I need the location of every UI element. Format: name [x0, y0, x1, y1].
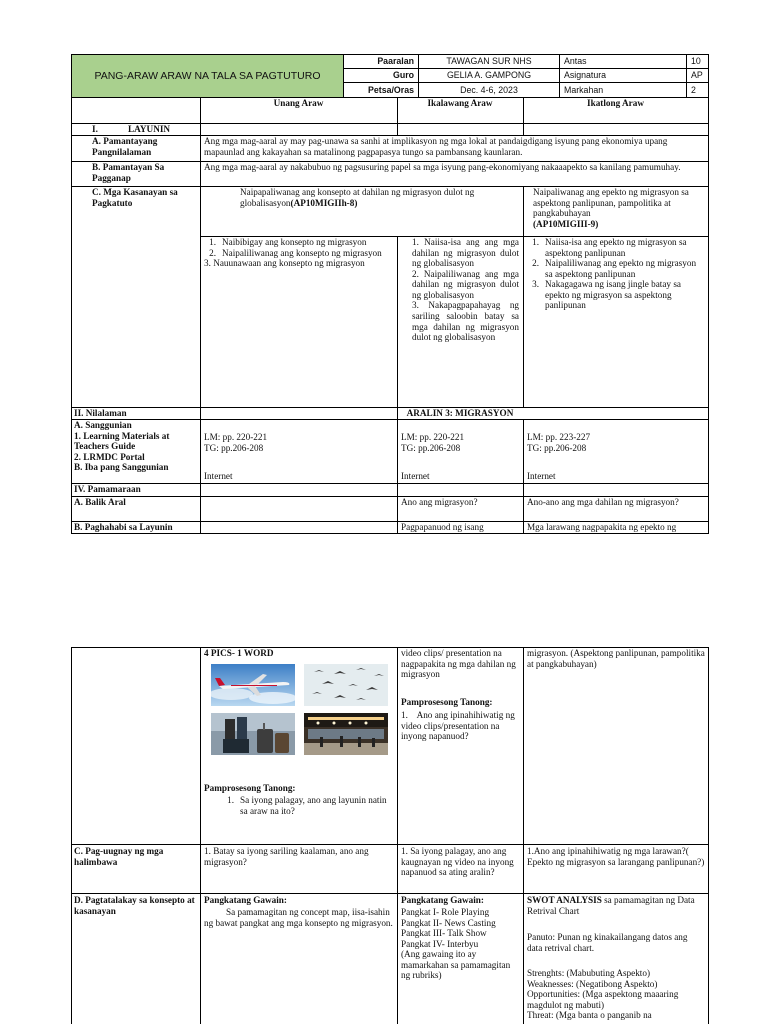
header-label-petsa	[343, 82, 419, 98]
airplane-photo	[211, 664, 295, 706]
list-item-text: Naibibigay ang konsepto ng migrasyon	[222, 237, 367, 247]
iba-sanggunian-day2: Internet	[401, 471, 430, 481]
kasanayan-day3	[533, 187, 705, 229]
header-label-paaralan	[343, 54, 419, 69]
swot-panuto: Panuto: Punan ng kinakailangang datos ang data retrival chart.	[527, 932, 688, 953]
day-header-2: Ikalawang Araw	[427, 98, 493, 108]
list-item-text: Nakapagpapahayag ng sariling saloobin batay sa mga dahilan ng migrasyon dulot ng globalisasyon	[412, 300, 520, 343]
value-text: GELIA A. GAMPONG	[446, 70, 532, 81]
pangkatang-gawain-day1-text: Sa pamamagitan ng concept map, iisa-isahin ng bawat pangkat ang mga konsepto ng migrasyon.	[204, 907, 393, 928]
kasanayan-day3-code: (AP10MIGIII-9)	[533, 218, 599, 229]
value-text: AP	[691, 70, 703, 81]
balik-aral-day2: Ano ang migrasyon?	[401, 497, 478, 507]
list-item: 3. Nakagagawa ng isang jingle batay sa epekto ng migrasyon sa aspektong panlipunan	[527, 279, 705, 311]
pag-uugnay-day3: 1.Ano ang ipinahihiwatig ng mga larawan?( Epekto ng migrasyon sa larangang panlipunan?)	[527, 846, 705, 867]
paghahabi-day2: Pagpapanuod ng isang	[401, 522, 484, 532]
list-item: 1. Naiisa-isa ang ang mga dahilan ng migrasyon dulot ng globalisasyon	[412, 237, 520, 269]
pamamaraan-label: IV. Pamamaraan	[74, 484, 141, 494]
swot-title: SWOT ANALYSIS	[527, 895, 602, 905]
swot-lines	[527, 968, 705, 1024]
plan-title-text: PANG-ARAW ARAW NA TALA SA PAGTUTURO	[94, 69, 321, 82]
list-item-text: Nakagagawa ng isang jingle batay sa epekto ng migrasyon sa aspektong panlipunan	[545, 279, 681, 311]
four-pics-title: 4 PICS- 1 WORD	[204, 648, 274, 658]
pag-uugnay-label: C. Pag-uugnay ng mga halimbawa	[74, 846, 164, 867]
list-item: 3. Nakapagpapahayag ng sariling saloobin batay sa mga dahilan ng migrasyon dulot ng globalisasyon	[412, 300, 520, 343]
label-text: Petsa/Oras	[368, 84, 414, 95]
swot-title-rest: sa pamamagitan ng Data Retrival Chart	[527, 895, 695, 916]
list-item-text: Sa iyong palagay, ano ang layunin natin sa araw na ito?	[240, 795, 387, 816]
plan-title	[71, 54, 344, 98]
tanong-1	[204, 795, 394, 816]
value-text: 10	[691, 56, 701, 67]
header-label-markahan	[559, 82, 687, 98]
list-item: 1. Naibibigay ang konsepto ng migrasyon	[204, 237, 394, 248]
kasanayan-day12	[240, 187, 520, 208]
list-item: 2. Naipaliliwanag ang mga dahilan ng migrasyon dulot ng globalisasyon	[412, 268, 519, 300]
list-item-text: Naipaliliwanag ang mga dahilan ng migrasyon dulot ng globalisasyon	[412, 268, 519, 300]
list-item: 1. Sa iyong palagay, ano ang layunin natin sa araw na ito?	[204, 795, 394, 816]
day2-continuation: video clips/ presentation na nagpapakita ng mga dahilan ng migrasyon	[401, 648, 516, 680]
pamprosesong-tanong-1: Pamprosesong Tanong:	[204, 783, 296, 793]
layunin-heading: LAYUNIN	[128, 124, 171, 134]
list-item: Opportunities: (Mga aspektong maaaring magdulot ng mabuti)	[527, 989, 679, 1010]
luggage-photo	[211, 713, 295, 755]
header-value-paaralan	[418, 54, 560, 69]
kasanayan-day12-text: Naipapaliwanag ang konsepto at dahilan ng migrasyon dulot ng globalisasyon	[240, 187, 475, 208]
header-value-petsa	[418, 82, 560, 98]
pamantayan-pagganap-label: B. Pamantayan Sa Pagganap	[92, 162, 165, 183]
header-label-antas	[559, 54, 687, 69]
list-item-text: Naipaliliwanag ang konsepto ng migrasyon	[222, 247, 382, 258]
pangkatang-gawain-day1-title: Pangkatang Gawain:	[204, 895, 287, 905]
list-item: Strenghts: (Mabubuting Aspekto)	[527, 968, 651, 978]
balik-aral-day3: Ano-ano ang mga dahilan ng migrasyon?	[527, 497, 679, 507]
objectives-day3	[527, 237, 705, 311]
objectives-day2	[412, 237, 520, 343]
pamantayang-pangnilalaman-text: Ang mga mag-aaral ay may pag-unawa sa sanhi at implikasyon ng mga lokal at pandaigdigang isyung pang ekonomiya upang mapaunlad ang kakayahan sa matalinong pagpapasya tungo sa pambansang kaunlaran.	[204, 136, 668, 157]
paghahabi-label: B. Paghahabi sa Layunin	[74, 522, 173, 532]
header-label-guro	[343, 68, 419, 83]
kasanayan-day3-text: Naipaliwanag ang epekto ng migrasyon sa aspektong panlipunan, pampolitika at pangkabuhayan	[533, 187, 689, 219]
pamantayang-pangnilalaman-label: A. Pamantayang Pangnilalaman	[92, 136, 158, 157]
paghahabi-day3: Mga larawang nagpapakita ng epekto ng	[527, 522, 677, 532]
pagtatalakay-label: D. Pagtatalakay sa konsepto at kasanayan	[74, 895, 195, 916]
value-text: Dec. 4-6, 2023	[460, 84, 518, 95]
swot-analysis	[527, 895, 705, 916]
list-item: Pangkat I- Role Playing	[401, 907, 490, 917]
value-text: 2	[691, 84, 696, 95]
sanggunian-day1: LM: pp. 220-221 TG: pp.206-208	[204, 432, 268, 453]
nilalaman-value: ARALIN 3: MIGRASYON	[406, 408, 514, 418]
tanong-2: 1. Ano ang ipinahihiwatig ng video clips/presentation na inyong napanuod?	[401, 710, 518, 742]
label-text: Markahan	[564, 84, 604, 95]
header-value-asignatura	[686, 68, 709, 83]
header-label-asignatura	[559, 68, 687, 83]
list-item: Pangkat III- Talk Show	[401, 928, 487, 939]
list-item: 3. Nauunawaan ang konsepto ng migrasyon	[204, 258, 365, 269]
value-text: TAWAGAN SUR NHS	[446, 56, 532, 67]
kasanayan-day12-code: (AP10MIGIIh-8)	[290, 197, 358, 208]
day-header-1: Unang Araw	[273, 98, 324, 108]
sanggunian-label: A. Sanggunian 1. Learning Materials at Teachers Guide 2. LRMDC Portal B. Iba pang Sanggunian	[74, 420, 170, 473]
list-item: Weaknesses: (Negatibong Aspekto)	[527, 978, 658, 989]
list-item: (Ang gawaing ito ay mamarkahan sa pamamagitan ng rubriks)	[401, 949, 511, 981]
label-text: Guro	[392, 70, 414, 81]
label-text: Antas	[564, 56, 587, 67]
pamprosesong-tanong-2: Pamprosesong Tanong:	[401, 697, 493, 707]
objectives-day1	[204, 237, 394, 269]
airport-terminal-photo	[304, 713, 388, 755]
pamantayan-pagganap-text: Ang mga mag-aaral ay nakabubuo ng pagsusuring papel sa mga isyung pang-ekonomiyang nakaaapekto sa kanilang pamumuhay.	[204, 162, 681, 172]
sanggunian-day2: LM: pp. 220-221 TG: pp.206-208	[401, 432, 465, 453]
iba-sanggunian-day1: Internet	[204, 471, 233, 481]
list-item-text: Naipaliliwanag ang epekto ng migrasyon sa aspektong panlipunan	[545, 258, 697, 279]
kasanayan-label: C. Mga Kasanayan sa Pagkatuto	[92, 187, 178, 208]
day-header-3: Ikatlong Araw	[587, 98, 644, 108]
list-item: Threat: (Mga banta o panganib na	[527, 1010, 652, 1021]
list-item: Pangkat IV- Interbyu	[401, 938, 479, 949]
pangkatang-gawain-day2-list	[401, 907, 521, 981]
list-item: Pangkat II- News Casting	[401, 917, 496, 928]
balik-aral-label: A. Balik Aral	[74, 497, 126, 507]
sanggunian-day3: LM: pp. 223-227 TG: pp.206-208	[527, 432, 591, 453]
list-item: 1. Naiisa-isa ang epekto ng migrasyon sa aspektong panlipunan	[527, 237, 705, 258]
list-item: 2. Naipaliliwanag ang epekto ng migrasyon sa aspektong panlipunan	[527, 258, 705, 279]
iba-sanggunian-day3: Internet	[527, 471, 556, 481]
header-value-markahan	[686, 82, 709, 98]
label-text: Asignatura	[564, 70, 607, 81]
pangkatang-gawain-day2-title: Pangkatang Gawain:	[401, 895, 484, 905]
pag-uugnay-day2: 1. Sa iyong palagay, ano ang kaugnayan ng video na inyong napanuod sa ating aralin?	[401, 846, 514, 878]
header-value-antas	[686, 54, 709, 69]
label-text: Paaralan	[377, 56, 414, 67]
header-value-guro	[418, 68, 560, 83]
migrating-birds-photo	[304, 664, 388, 706]
list-item-text: Naiisa-isa ang ang mga dahilan ng migrasyon dulot ng globalisasyon	[412, 237, 520, 269]
list-item-text: Naiisa-isa ang epekto ng migrasyon sa aspektong panlipunan	[545, 237, 687, 258]
day3-continuation: migrasyon. (Aspektong panlipunan, pampolitika at pangkabuhayan)	[527, 648, 705, 669]
pag-uugnay-day1: 1. Batay sa iyong sariling kaalaman, ano ang migrasyon?	[204, 846, 369, 867]
nilalaman-label: II. Nilalaman	[74, 408, 127, 418]
list-item: 2. Naipaliliwanag ang konsepto ng migrasyon	[204, 248, 394, 259]
layunin-num: I.	[92, 124, 98, 134]
